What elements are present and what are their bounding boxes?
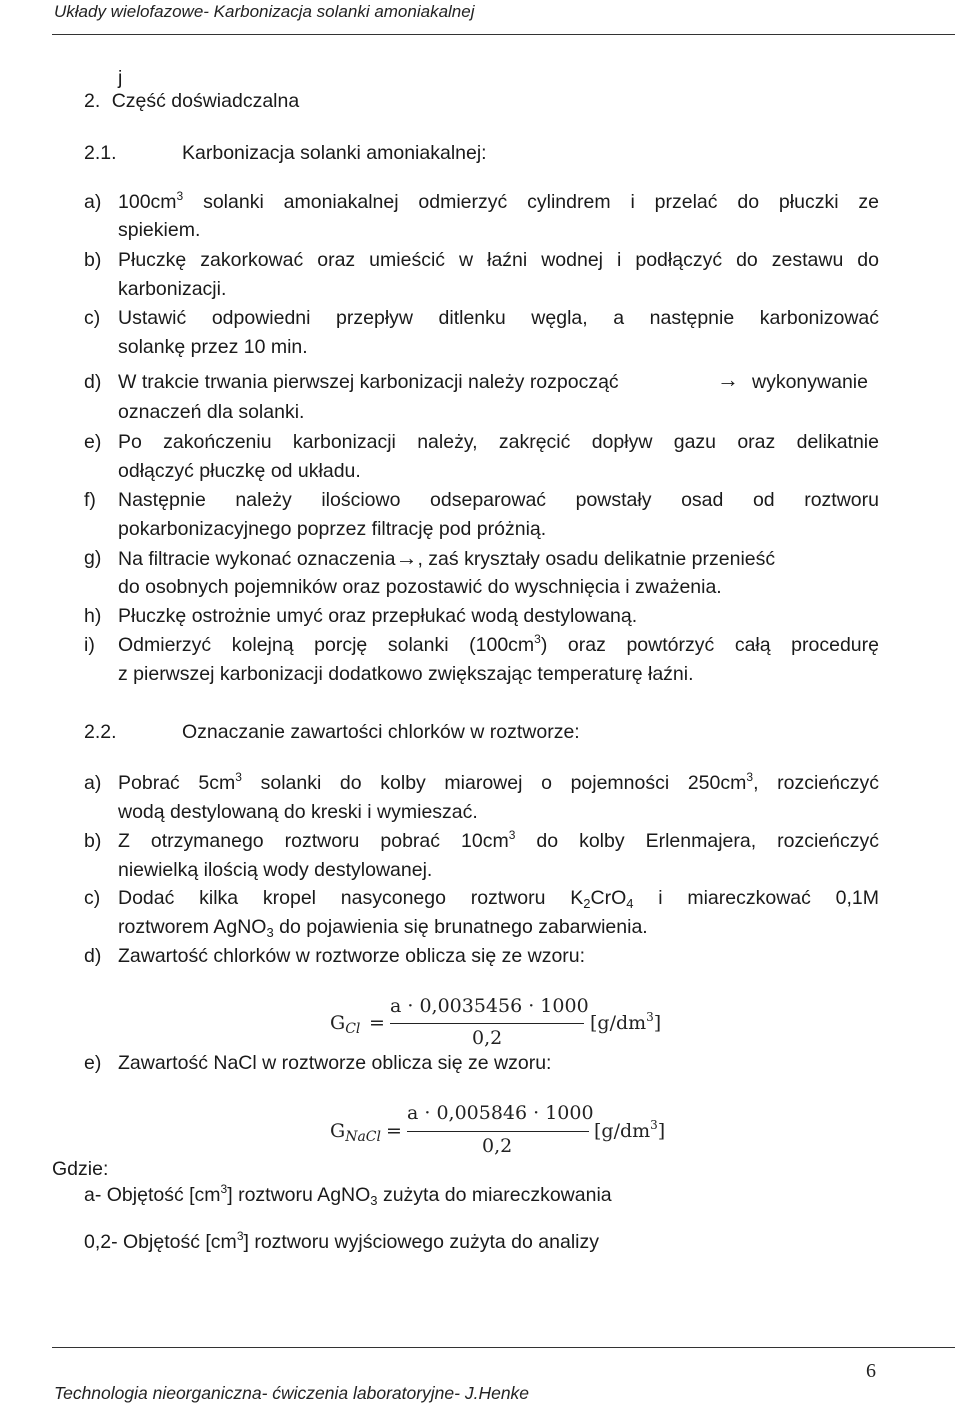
text: Z otrzymanego roztworu pobrać 10cm bbox=[118, 830, 509, 852]
text: ] roztworu AgNO bbox=[227, 1184, 371, 1206]
text: Na filtracie wykonać oznaczenia bbox=[118, 548, 396, 570]
text: solanki do kolby miarowej o pojemności 250cm bbox=[241, 772, 747, 794]
item-label: d) bbox=[84, 371, 102, 393]
text: ) oraz powtórzyć całą procedurę bbox=[540, 634, 879, 656]
formula-eq: = bbox=[369, 1012, 385, 1034]
text: i miareczkować 0,1M bbox=[633, 887, 879, 909]
formula-eq: = bbox=[386, 1120, 402, 1142]
item-22e-line1: Zawartość NaCl w roztworze oblicza się ze wzoru: bbox=[118, 1052, 552, 1074]
subscript: Cl bbox=[345, 1021, 361, 1037]
item-21c-line1: Ustawić odpowiedni przepływ ditlenku węgla, a następnie karbonizować bbox=[118, 307, 879, 329]
fraction-bar bbox=[407, 1131, 589, 1132]
formula-denominator: 0,2 bbox=[472, 1027, 503, 1049]
section-21-title: Karbonizacja solanki amoniakalnej: bbox=[182, 142, 487, 164]
item-21d-line2: oznaczeń dla solanki. bbox=[118, 401, 305, 423]
formula-lhs bbox=[330, 1120, 381, 1145]
superscript: 3 bbox=[176, 189, 184, 203]
text: G bbox=[330, 1012, 346, 1034]
text: ] roztworu wyjściowego zużyta do analizy bbox=[243, 1231, 599, 1253]
item-21g-line1 bbox=[118, 546, 775, 571]
item-22c-line1 bbox=[118, 886, 879, 910]
item-label: a) bbox=[84, 191, 102, 213]
formula-unit bbox=[590, 1012, 661, 1034]
superscript: 3 bbox=[650, 1118, 658, 1132]
fraction-bar bbox=[390, 1023, 584, 1024]
page-number: 6 bbox=[866, 1360, 876, 1382]
subscript: 2 bbox=[583, 896, 591, 911]
stray-char: j bbox=[118, 67, 123, 89]
item-22b-line2: niewielką ilością wody destylowanej. bbox=[118, 859, 433, 881]
item-21g-line2: do osobnych pojemników oraz pozostawić do wyschnięcia i zważenia. bbox=[118, 576, 722, 598]
item-21b-line1: Płuczkę zakorkować oraz umieścić w łaźni wodnej i podłączyć do zestawu do bbox=[118, 249, 879, 271]
item-22d-line1: Zawartość chlorków w roztworze oblicza się ze wzoru: bbox=[118, 945, 586, 967]
text: 100cm bbox=[118, 191, 177, 213]
item-label: h) bbox=[84, 605, 102, 627]
subscript: 4 bbox=[626, 896, 634, 911]
item-label: c) bbox=[84, 887, 101, 909]
item-21h-line1: Płuczkę ostrożnie umyć oraz przepłukać wodą destylowaną. bbox=[118, 605, 638, 627]
text: [g/dm bbox=[594, 1120, 651, 1142]
section-22-title: Oznaczanie zawartości chlorków w roztworze: bbox=[182, 721, 580, 743]
section-number: 2.1. bbox=[84, 142, 117, 164]
running-header: Układy wielofazowe- Karbonizacja solanki amoniakalnej bbox=[54, 2, 475, 21]
legend-line-2 bbox=[84, 1230, 599, 1254]
superscript: 3 bbox=[236, 1229, 244, 1243]
item-21b-line2: karbonizacji. bbox=[118, 278, 227, 300]
text: do pojawienia się brunatnego zabarwienia. bbox=[273, 916, 648, 938]
item-21e-line1: Po zakończeniu karbonizacji należy, zakręcić dopływ gazu oraz delikatnie bbox=[118, 431, 879, 453]
header-rule bbox=[52, 34, 955, 35]
superscript: 3 bbox=[646, 1010, 654, 1024]
text: G bbox=[330, 1120, 346, 1142]
superscript: 3 bbox=[508, 828, 516, 842]
item-label: f) bbox=[84, 489, 96, 511]
text: Pobrać 5cm bbox=[118, 772, 236, 794]
text: solanki amoniakalnej odmierzyć cylindrem i przelać do płuczki ze bbox=[183, 191, 879, 213]
superscript: 3 bbox=[235, 770, 242, 784]
formula-lhs bbox=[330, 1012, 361, 1037]
item-22b-line1 bbox=[118, 829, 879, 853]
item-21d-line1b: wykonywanie bbox=[752, 371, 868, 393]
text: ] bbox=[653, 1012, 662, 1034]
item-21a-line2: spiekiem. bbox=[118, 219, 201, 241]
legend-line-1 bbox=[84, 1183, 612, 1207]
running-footer: Technologia nieorganiczna- ćwiczenia laboratoryjne- J.Henke bbox=[54, 1383, 530, 1403]
item-label: a) bbox=[84, 772, 102, 794]
text: a- Objętość [cm bbox=[84, 1184, 221, 1206]
text: 0,2- Objętość [cm bbox=[84, 1231, 237, 1253]
item-21f-line1: Następnie należy ilościowo odseparować powstały osad od roztworu bbox=[118, 489, 879, 511]
text: [g/dm bbox=[590, 1012, 647, 1034]
item-21d-line1a: W trakcie trwania pierwszej karbonizacji należy rozpocząć bbox=[118, 371, 619, 393]
text: ] bbox=[657, 1120, 666, 1142]
item-label: d) bbox=[84, 945, 102, 967]
item-22c-line2 bbox=[118, 915, 648, 939]
item-21e-line2: odłączyć płuczkę od układu. bbox=[118, 460, 361, 482]
section-21-heading bbox=[84, 141, 117, 165]
formula-numerator: a · 0,0035456 · 1000 bbox=[390, 995, 589, 1017]
text: , rozcieńczyć bbox=[753, 772, 879, 794]
section-2-heading bbox=[84, 89, 299, 113]
formula-unit bbox=[594, 1120, 665, 1142]
legend-heading: Gdzie: bbox=[52, 1158, 109, 1180]
subscript: 3 bbox=[370, 1193, 378, 1208]
text: Dodać kilka kropel nasyconego roztworu K bbox=[118, 887, 584, 909]
item-label: g) bbox=[84, 547, 102, 569]
item-21i-line1 bbox=[118, 633, 879, 657]
item-label: e) bbox=[84, 431, 102, 453]
text: CrO bbox=[590, 887, 627, 909]
superscript: 3 bbox=[220, 1182, 228, 1196]
item-22a-line1 bbox=[118, 771, 879, 795]
text: zużyta do miareczkowania bbox=[377, 1184, 612, 1206]
item-21c-line2: solankę przez 10 min. bbox=[118, 336, 308, 358]
item-label: e) bbox=[84, 1052, 102, 1074]
superscript: 3 bbox=[746, 770, 754, 784]
section-22-number: 2.2. bbox=[84, 721, 117, 743]
formula-numerator: a · 0,005846 · 1000 bbox=[407, 1102, 594, 1124]
section-number: 2. bbox=[84, 90, 101, 112]
item-21f-line2: pokarbonizacyjnego poprzez filtrację pod próżnią. bbox=[118, 518, 547, 540]
item-label: b) bbox=[84, 249, 102, 271]
item-22a-line2: wodą destylowaną do kreski i wymieszać. bbox=[118, 801, 478, 823]
text: Odmierzyć kolejną porcję solanki (100cm bbox=[118, 634, 535, 656]
footer-rule bbox=[52, 1347, 955, 1348]
item-label: b) bbox=[84, 830, 102, 852]
superscript: 3 bbox=[534, 632, 541, 646]
section-title: Część doświadczalna bbox=[111, 90, 300, 112]
formula-denominator: 0,2 bbox=[482, 1135, 513, 1157]
item-21a-line1 bbox=[118, 190, 879, 214]
text: , zaś kryształy osadu delikatnie przenieść bbox=[417, 548, 776, 570]
item-label: c) bbox=[84, 307, 101, 329]
text: roztworem AgNO bbox=[118, 916, 267, 938]
item-21i-line2: z pierwszej karbonizacji dodatkowo zwiększając temperaturę łaźni. bbox=[118, 663, 694, 685]
item-label: i) bbox=[84, 634, 95, 656]
text: do kolby Erlenmajera, rozcieńczyć bbox=[515, 830, 879, 852]
arrow-icon: → bbox=[395, 545, 418, 570]
subscript: 3 bbox=[266, 925, 274, 940]
arrow-icon: → bbox=[717, 367, 739, 392]
subscript: NaCl bbox=[345, 1129, 381, 1145]
